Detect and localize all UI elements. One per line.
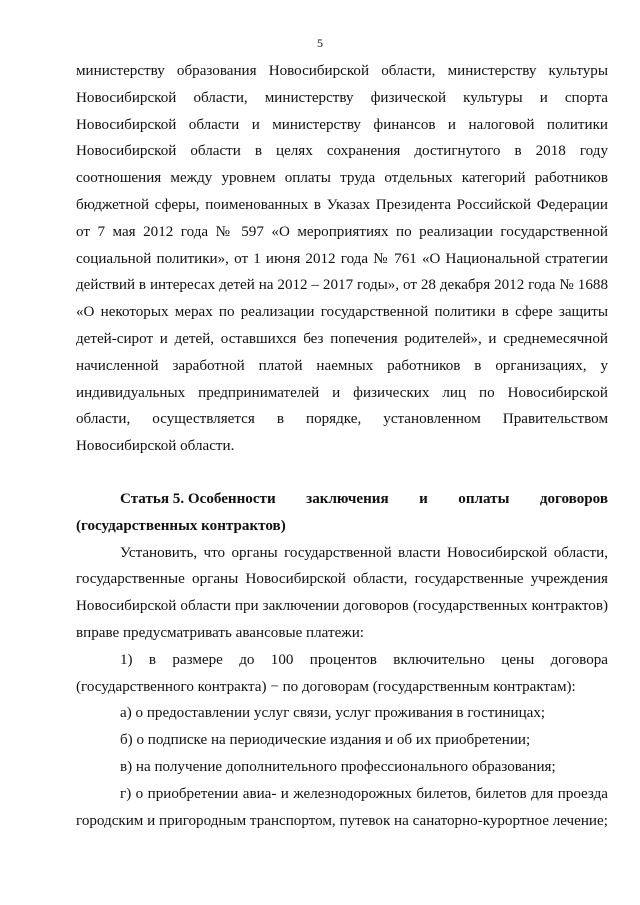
paragraph-continuation: министерству образования Новосибирской области, министерству культуры Новосибирской области, министерству физической культуры и спорта Новосибирской области и министерству финансов и налоговой политики Новосибирской области в целях сохранения достигнутого в 2018 году соотношения между уровнем оплаты труда отдельных категорий работников бюджетной сферы, поименованных в Указах Президента Российской Федерации от 7 мая 2012 года № 597 «О мероприятиях по реализации государственной социальной политики», от 1 июня 2012 года № 761 «О Национальной стратегии действий в интересах детей на 2012 – 2017 годы», от 28 декабря 2012 года № 1688 «О некоторых мерах по реализации государственной политики в сфере защиты детей-сирот и детей, оставшихся без попечения родителей», и среднемесячной начисленной заработной платой наемных работников в организациях, у индивидуальных предпринимателей и физических лиц по Новосибирской области, осуществляется в порядке, установленном Правительством Новосибирской области.	[76, 63, 608, 455]
sub-item-d: г) о приобретении авиа- и железнодорожных билетов, билетов для проезда городским и пригородным транспортом, путевок на санаторно-курортное лечение;	[76, 785, 608, 829]
heading-word: заключения	[306, 490, 389, 507]
article-intro: Установить, что органы государственной власти Новосибирской области, государственные органы Новосибирской области, государственные учреждения Новосибирской области при заключении договоров (государственных контрактов) вправе предусматривать авансовые платежи:	[76, 544, 608, 641]
document-body	[76, 58, 608, 834]
sub-item-c: в) на получение дополнительного профессионального образования;	[120, 758, 556, 775]
article-heading	[76, 486, 608, 513]
heading-word: договоров	[539, 490, 608, 507]
heading-word: Статья 5. Особенности	[120, 490, 276, 507]
sub-item-a: а) о предоставлении услуг связи, услуг проживания в гостиницах;	[120, 705, 546, 722]
sub-item-b: б) о подписке на периодические издания и об их приобретении;	[120, 732, 531, 749]
heading-word: оплаты	[458, 490, 510, 507]
list-item-1: 1) в размере до 100 процентов включительно цены договора (государственного контракта) − по договорам (государственным контрактам):	[76, 651, 608, 695]
article-heading-line2: (государственных контрактов)	[76, 517, 286, 534]
section-gap	[76, 460, 608, 486]
page-number: 5	[317, 36, 323, 50]
heading-word: и	[419, 490, 428, 507]
